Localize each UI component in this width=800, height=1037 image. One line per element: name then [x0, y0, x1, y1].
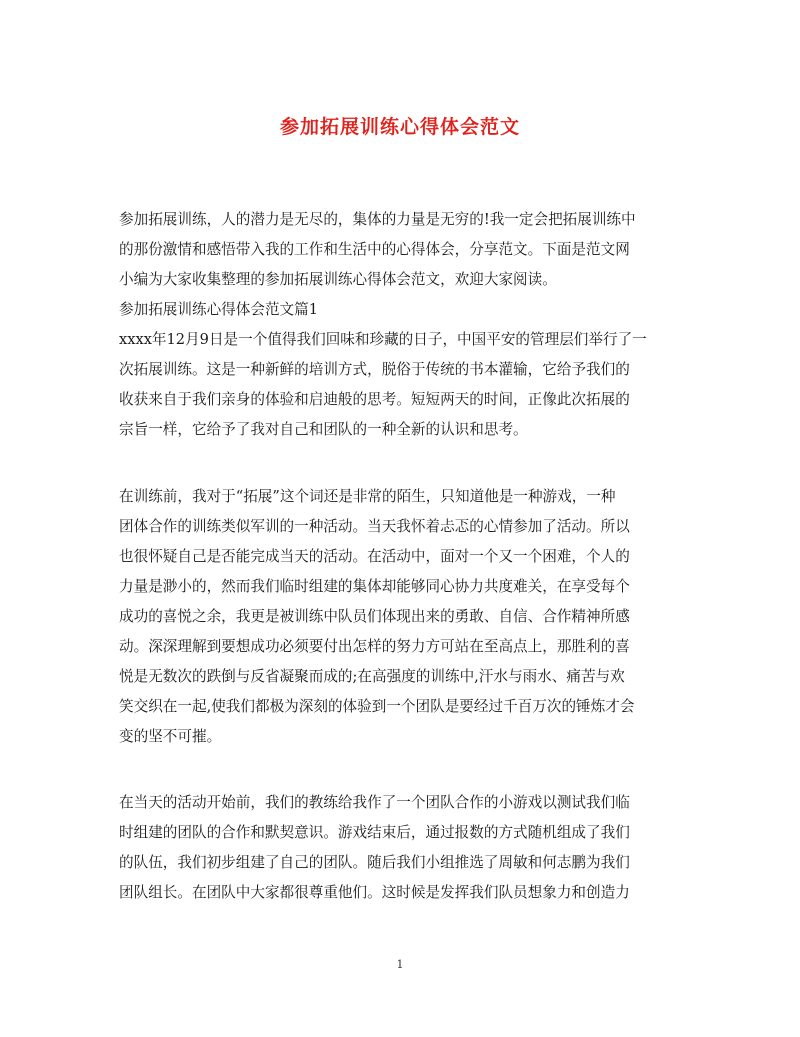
text-line: 也很怀疑自己是否能完成当天的活动。在活动中，面对一个又一个困难，个人的: [119, 548, 630, 565]
text-line: 悦是无数次的跌倒与反省凝聚而成的;在高强度的训练中,汗水与雨水、痛苦与欢: [119, 668, 625, 685]
document-title: 参加拓展训练心得体会范文: [279, 116, 520, 138]
section-heading: 参加拓展训练心得体会范文篇1: [119, 301, 319, 318]
text-line: 团体合作的训练类似军训的一种活动。当天我怀着忐忑的心情参加了活动。所以: [119, 518, 630, 535]
paragraph-training: [119, 482, 684, 752]
text-line: 团队组长。在团队中大家都很尊重他们。这时候是发挥我们队员想象力和创造力: [119, 884, 630, 901]
text-line: 动。深深理解到要想成功必须要付出怎样的努力方可站在至高点上，那胜利的喜: [119, 638, 630, 655]
text-line: 变的坚不可摧。: [119, 728, 222, 745]
text-line: 小编为大家收集整理的参加拓展训练心得体会范文，欢迎大家阅读。: [119, 271, 557, 288]
text-line: 收获来自于我们亲身的体验和启迪般的思考。短短两天的时间，正像此次拓展的: [119, 391, 630, 408]
text-line: 参加拓展训练，人的潜力是无尽的，集体的力量是无穷的!我一定会把拓展训练中: [119, 211, 636, 228]
text-line: xxxx年12月9日是一个值得我们回味和珍藏的日子，中国平安的管理层们举行了一: [119, 331, 647, 348]
text-line: 宗旨一样，它给予了我对自己和团队的一种全新的认识和思考。: [119, 421, 528, 438]
text-line: 时组建的团队的合作和默契意识。游戏结束后，通过报数的方式随机组成了我们: [119, 824, 630, 841]
paragraph-activity: [119, 788, 684, 908]
text-line: 在训练前，我对于“拓展”这个词还是非常的陌生，只知道他是一种游戏，一种: [119, 488, 616, 505]
text-line: 在当天的活动开始前，我们的教练给我作了一个团队合作的小游戏以测试我们临: [119, 794, 630, 811]
text-line: 次拓展训练。这是一种新鲜的培训方式，脱俗于传统的书本灌输，它给予我们的: [119, 361, 630, 378]
text-line: 成功的喜悦之余，我更是被训练中队员们体现出来的勇敢、自信、合作精神所感: [119, 608, 630, 625]
paragraph-intro: [119, 205, 684, 445]
text-line: 的队伍，我们初步组建了自己的团队。随后我们小组推选了周敏和何志鹏为我们: [119, 854, 630, 871]
text-line: 笑交织在一起,使我们都极为深刻的体验到一个团队是要经过千百万次的锤炼才会: [119, 698, 635, 715]
text-line: 的那份激情和感悟带入我的工作和生活中的心得体会，分享范文。下面是范文网: [119, 241, 630, 258]
page-number: 1: [396, 958, 404, 971]
text-line: 力量是渺小的，然而我们临时组建的集体却能够同心协力共度难关，在享受每个: [119, 578, 630, 595]
